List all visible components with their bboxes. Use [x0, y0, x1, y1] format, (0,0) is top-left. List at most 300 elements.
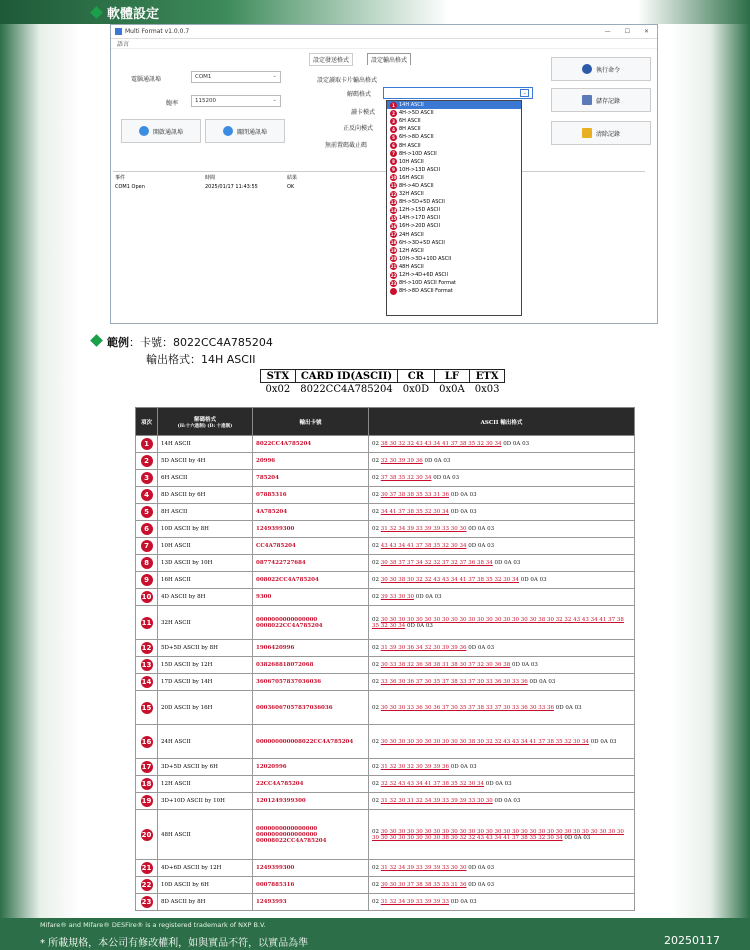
output-card-cell: 0877422727684 — [253, 555, 369, 572]
number-badge-icon: 4 — [141, 489, 153, 501]
table-row — [136, 793, 635, 810]
format-option-label: 24H ASCII — [399, 231, 424, 238]
index-cell — [136, 538, 158, 555]
ascii-pre: 02 — [372, 679, 381, 685]
frame-header-row — [261, 370, 505, 383]
index-cell — [136, 436, 158, 453]
ascii-ul: 30 30 30 37 38 38 35 33 31 36 — [380, 882, 467, 888]
tab-send-format[interactable]: 設定發送格式 — [309, 53, 353, 66]
number-badge-icon: 9 — [390, 166, 397, 173]
format-option-label: 8H->4D ASCII — [399, 182, 434, 189]
table-row — [136, 470, 635, 487]
section-title — [92, 3, 159, 22]
format-option-label: 10H->3D+10D ASCII — [399, 255, 452, 262]
ascii-post: 0D 0A 03 — [466, 543, 495, 549]
header-index: 項次 — [136, 408, 158, 436]
format-option[interactable] — [387, 222, 521, 230]
format-option-label: 4H->5D ASCII — [399, 110, 434, 117]
minimize-icon[interactable]: — — [604, 28, 611, 35]
ascii-ul: 32 32 43 43 34 41 37 38 35 32 30 34 — [380, 781, 484, 787]
window-titlebar — [111, 25, 657, 39]
format-option-label: 8H->10D ASCII Format — [399, 280, 456, 287]
ascii-pre: 02 — [372, 798, 381, 804]
header-output-card: 輸出卡號 — [253, 408, 369, 436]
number-badge-icon: 1 — [390, 102, 397, 109]
output-card-cell: 07885316 — [253, 487, 369, 504]
ascii-cell — [369, 521, 635, 538]
format-option[interactable] — [387, 198, 521, 206]
table-row — [136, 894, 635, 911]
header-ascii-output: ASCII 輸出格式 — [369, 408, 635, 436]
ascii-ul: 31 32 34 39 33 39 39 33 — [380, 899, 449, 905]
number-badge-icon: 2 — [141, 455, 153, 467]
format-option-label: 10H ASCII — [399, 158, 424, 165]
frame-value: 8022CC4A785204 — [300, 383, 393, 395]
ascii-ul: 30 38 37 37 34 32 32 37 32 37 36 38 34 — [380, 560, 493, 566]
output-format-label: 輸出格式 — [146, 353, 190, 366]
event-log — [113, 171, 645, 319]
format-option-label: 12H ASCII — [399, 247, 424, 254]
ascii-cell — [369, 691, 635, 725]
format-option[interactable] — [387, 158, 521, 166]
number-badge-icon: 12 — [141, 644, 152, 652]
format-option[interactable] — [387, 117, 521, 125]
index-cell — [136, 589, 158, 606]
ascii-pre: 02 — [372, 509, 381, 515]
ascii-cell — [369, 657, 635, 674]
frame-structure — [260, 369, 505, 396]
output-card-cell: 36067057837036036 — [253, 674, 369, 691]
format-cell: 17D ASCII by 14H — [158, 674, 253, 691]
output-card-cell: 0000000000000000 0000000000000000 00008022CC4A785204 — [253, 810, 369, 860]
format-cell: 32H ASCII — [158, 606, 253, 640]
ascii-pre: 02 — [372, 594, 381, 600]
format-cell: 5D ASCII by 4H — [158, 453, 253, 470]
chevron-down-icon: ⌄ — [272, 97, 277, 103]
table-body — [136, 436, 635, 911]
ascii-post: 0D 0A 03 — [492, 798, 521, 804]
format-cell: 10D ASCII by 6H — [158, 877, 253, 894]
format-cell: 10D ASCII by 8H — [158, 521, 253, 538]
ascii-cell — [369, 538, 635, 555]
format-option[interactable] — [387, 150, 521, 158]
output-card-cell: 1906420996 — [253, 640, 369, 657]
number-badge-icon: 13 — [141, 661, 152, 669]
event-row — [113, 182, 645, 192]
event-header — [113, 172, 645, 182]
table-header-row — [136, 408, 635, 436]
spec-notice: * 所載規格，本公司有修改權利，如與實品不符，以實品為準 — [40, 938, 309, 949]
index-cell — [136, 572, 158, 589]
format-cell: 6H ASCII — [158, 470, 253, 487]
ascii-pre: 02 — [372, 899, 381, 905]
number-badge-icon: 10 — [390, 175, 397, 181]
decode-label: 解碼格式 — [347, 91, 372, 98]
baud-value: 115200 — [195, 98, 216, 104]
ascii-post: 0D 0A 03 — [492, 560, 521, 566]
execute-button[interactable] — [551, 57, 651, 81]
index-cell — [136, 521, 158, 538]
table-row — [136, 776, 635, 793]
ascii-post: 0D 0A 03 — [466, 645, 495, 651]
clear-log-button[interactable] — [551, 121, 651, 145]
open-port-button[interactable] — [121, 119, 201, 143]
section-title-text: 軟體設定 — [107, 7, 160, 22]
col-time: 時間 — [205, 174, 216, 181]
format-option[interactable] — [387, 109, 521, 117]
table-row — [136, 487, 635, 504]
ascii-ul: 39 33 30 30 — [380, 594, 414, 600]
app-icon — [115, 28, 122, 35]
diamond-icon — [90, 6, 103, 19]
ascii-cell — [369, 894, 635, 911]
format-option[interactable] — [387, 125, 521, 133]
table-row — [136, 640, 635, 657]
output-card-cell: 9300 — [253, 589, 369, 606]
number-badge-icon: 14 — [141, 678, 152, 686]
ascii-cell — [369, 877, 635, 894]
col-event: 事件 — [115, 174, 126, 181]
ascii-cell — [369, 504, 635, 521]
direction-label: 正反向模式 — [343, 125, 374, 132]
number-badge-icon: 17 — [390, 232, 397, 238]
save-log-button[interactable] — [551, 88, 651, 112]
output-format-value: 14H ASCII — [201, 353, 256, 366]
output-card-cell: 8022CC4A785204 — [253, 436, 369, 453]
format-cell: 5D+5D ASCII by 8H — [158, 640, 253, 657]
ascii-post: 0D 0A 03 — [588, 738, 617, 745]
play-icon — [582, 64, 592, 74]
tab-output-format[interactable]: 設定輸出格式 — [367, 53, 411, 65]
number-badge-icon: 23 — [390, 280, 397, 286]
number-badge-icon — [390, 288, 397, 295]
header-format-note: (H:十六進制) (D: 十進制) — [177, 423, 233, 429]
format-option[interactable] — [387, 239, 521, 247]
format-option-label: 8H ASCII — [399, 142, 421, 149]
format-option-label: 12H->4D+6D ASCII — [399, 272, 448, 279]
ascii-cell — [369, 860, 635, 877]
ascii-pre: 02 — [372, 865, 381, 871]
ascii-post: 0D 0A 03 — [405, 622, 433, 629]
format-option-label: 6H->3D+5D ASCII — [399, 239, 445, 246]
output-card-cell: 20996 — [253, 453, 369, 470]
number-badge-icon: 22 — [141, 881, 152, 889]
ascii-pre: 02 — [372, 560, 381, 566]
trademark-note: Mifare® and Mifare® DESFire® is a registered trademark of NXP B.V. — [40, 921, 266, 929]
header-format-title: 解碼格式 — [193, 416, 216, 423]
table-row — [136, 453, 635, 470]
format-cell: 48H ASCII — [158, 810, 253, 860]
ascii-cell — [369, 555, 635, 572]
format-option-label: 48H ASCII — [399, 263, 424, 270]
number-badge-icon: 5 — [141, 506, 153, 518]
table-row — [136, 877, 635, 894]
index-cell — [136, 759, 158, 776]
ascii-cell — [369, 759, 635, 776]
number-badge-icon: 19 — [141, 797, 152, 805]
broom-icon — [582, 128, 592, 138]
ascii-ul: 31 32 34 39 33 39 39 33 30 30 — [380, 526, 467, 532]
table-row — [136, 657, 635, 674]
ascii-ul: 30 30 30 30 30 30 30 30 30 30 30 30 30 30 30 30 30 30 38 30 32 32 43 43 34 41 37 38 35 32 30 34 — [372, 616, 624, 629]
ascii-ul: 30 30 30 30 30 30 30 30 30 30 38 30 32 32 43 43 34 41 37 38 35 32 30 34 — [380, 738, 589, 745]
format-option[interactable] — [387, 182, 521, 190]
output-card-cell: 1201249399300 — [253, 793, 369, 810]
format-option[interactable] — [387, 255, 521, 263]
chevron-down-icon: ⌄ — [522, 90, 527, 96]
number-badge-icon: 20 — [141, 830, 152, 839]
format-cell: 4D ASCII by 8H — [158, 589, 253, 606]
number-badge-icon: 7 — [141, 540, 153, 552]
frame-header: STX — [261, 370, 296, 383]
save-log-label: 儲存記錄 — [595, 97, 620, 105]
ascii-ul: 38 30 32 32 43 43 34 41 37 38 35 32 30 34 — [380, 441, 502, 447]
format-cell: 8D ASCII by 6H — [158, 487, 253, 504]
ascii-pre: 02 — [372, 577, 381, 583]
format-option-label: 16H ASCII — [399, 174, 424, 181]
format-option[interactable] — [387, 271, 521, 279]
index-cell — [136, 691, 158, 725]
format-option[interactable] — [387, 214, 521, 222]
index-cell — [136, 793, 158, 810]
index-cell — [136, 504, 158, 521]
output-card-cell: 22CC4A785204 — [253, 776, 369, 793]
format-option-label: 14H->17D ASCII — [399, 215, 440, 222]
table-row — [136, 504, 635, 521]
group-title: 設定讀取卡片輸出格式 — [317, 77, 378, 84]
format-option[interactable] — [387, 206, 521, 214]
lead-code-label: 無前置碼截止碼 — [325, 142, 368, 149]
number-badge-icon: 12 — [390, 191, 397, 197]
format-option[interactable] — [387, 279, 521, 287]
number-badge-icon: 10 — [141, 593, 152, 601]
format-option-label: 8H->5D+5D ASCII — [399, 199, 445, 206]
port-value: COM1 — [195, 74, 212, 80]
chevron-down-icon: ⌄ — [272, 73, 277, 79]
table-row — [136, 725, 635, 759]
format-option-label: 32H ASCII — [399, 191, 424, 198]
ascii-post: 0D 0A 03 — [466, 526, 495, 532]
format-cell: 15D ASCII by 12H — [158, 657, 253, 674]
open-port-label: 開啟通訊埠 — [152, 128, 183, 136]
format-option[interactable] — [387, 287, 521, 295]
index-cell — [136, 555, 158, 572]
output-colon: ： — [190, 353, 201, 366]
format-option-label: 10H->13D ASCII — [399, 166, 440, 173]
number-badge-icon: 14 — [390, 207, 397, 213]
index-cell — [136, 810, 158, 860]
output-card-cell: 1249399300 — [253, 860, 369, 877]
ascii-post: 0D 0A 03 — [501, 441, 530, 447]
table-row — [136, 674, 635, 691]
index-cell — [136, 860, 158, 877]
close-port-label: 關閉通訊埠 — [236, 128, 267, 136]
format-cell: 24H ASCII — [158, 725, 253, 759]
format-option[interactable] — [387, 166, 521, 174]
output-card-cell: 008022CC4A785204 — [253, 572, 369, 589]
ascii-pre: 02 — [372, 441, 381, 447]
output-format-line — [146, 351, 255, 367]
ascii-cell — [369, 725, 635, 759]
ascii-ul: 30 30 30 30 30 30 30 30 30 30 30 30 30 30 30 30 30 30 30 30 30 30 30 30 30 30 30 30 30 30 30 30 30 30 30 30 38 30 32 32 43 43 34 41 37 38 35 32 30 34 — [372, 828, 624, 841]
index-cell — [136, 606, 158, 640]
frame-value: 0x0A — [439, 383, 465, 395]
number-badge-icon: 13 — [390, 199, 397, 205]
frame-header: LF — [434, 370, 470, 383]
format-option-label: 8H->8D ASCII Format — [399, 288, 453, 295]
card-label: 卡號 — [140, 336, 162, 349]
table-row — [136, 521, 635, 538]
ascii-pre: 02 — [372, 616, 381, 623]
table-row — [136, 606, 635, 640]
number-badge-icon: 20 — [390, 256, 397, 262]
ascii-cell — [369, 470, 635, 487]
ascii-pre: 02 — [372, 458, 381, 464]
format-cell: 12H ASCII — [158, 776, 253, 793]
frame-value: 0x0D — [402, 383, 430, 395]
format-option[interactable] — [387, 190, 521, 198]
format-table — [135, 407, 635, 911]
format-cell: 14H ASCII — [158, 436, 253, 453]
ascii-pre: 02 — [372, 475, 381, 481]
format-cell: 3D+10D ASCII by 10H — [158, 793, 253, 810]
number-badge-icon: 21 — [141, 864, 152, 872]
number-badge-icon: 6 — [390, 142, 397, 149]
ascii-cell — [369, 436, 635, 453]
number-badge-icon: 4 — [390, 126, 397, 133]
close-icon[interactable]: ✕ — [643, 28, 649, 35]
disconnect-icon — [223, 126, 233, 136]
format-cell: 16H ASCII — [158, 572, 253, 589]
format-option[interactable] — [387, 263, 521, 271]
output-card-cell: 12020996 — [253, 759, 369, 776]
format-cell: 10H ASCII — [158, 538, 253, 555]
example-label: 範例 — [107, 336, 129, 349]
format-option-label: 6H->8D ASCII — [399, 134, 434, 141]
ascii-ul: 34 41 37 38 35 32 30 34 — [380, 509, 449, 515]
format-option[interactable] — [387, 101, 521, 109]
header-format — [158, 408, 253, 436]
ascii-post: 0D 0A 03 — [431, 475, 460, 481]
format-option[interactable] — [387, 231, 521, 239]
ascii-post: 0D 0A 03 — [527, 679, 556, 685]
ascii-pre: 02 — [372, 764, 381, 770]
output-card-cell: 785204 — [253, 470, 369, 487]
ascii-pre: 02 — [372, 828, 381, 835]
ascii-ul: 31 32 30 32 30 39 39 36 — [380, 764, 449, 770]
number-badge-icon: 8 — [390, 158, 397, 165]
output-card-cell: 000000000008022CC4A785204 — [253, 725, 369, 759]
output-card-cell: 0000000000000000 0008022CC4A785204 — [253, 606, 369, 640]
table-row — [136, 691, 635, 725]
table-row — [136, 589, 635, 606]
ascii-pre: 02 — [372, 738, 381, 745]
example-line — [92, 334, 273, 350]
col-result: 結果 — [287, 174, 298, 181]
ascii-ul: 31 39 30 36 34 32 30 39 39 36 — [380, 645, 467, 651]
frame-header: CARD ID(ASCII) — [295, 370, 398, 383]
number-badge-icon: 2 — [390, 110, 397, 117]
output-card-cell: 0007885316 — [253, 877, 369, 894]
index-cell — [136, 725, 158, 759]
ascii-post: 0D 0A 03 — [562, 834, 591, 841]
ascii-post: 0D 0A 03 — [510, 662, 538, 668]
maximize-icon[interactable]: ☐ — [624, 28, 630, 35]
ascii-pre: 02 — [372, 645, 381, 651]
ascii-cell — [369, 589, 635, 606]
ascii-pre: 02 — [372, 543, 381, 549]
number-badge-icon: 7 — [390, 150, 397, 157]
port-label: 電腦通訊埠 — [131, 76, 162, 83]
format-option[interactable] — [387, 133, 521, 141]
index-cell — [136, 776, 158, 793]
output-card-cell: 00036067057837036036 — [253, 691, 369, 725]
ascii-ul: 30 33 38 32 36 38 38 31 38 30 37 32 30 36 38 — [380, 662, 511, 668]
ascii-post: 0D 0A 03 — [518, 577, 547, 583]
connect-icon — [139, 126, 149, 136]
ascii-pre: 02 — [372, 781, 381, 787]
ascii-cell — [369, 674, 635, 691]
ascii-ul: 30 30 38 30 32 32 43 43 34 41 37 38 35 32 30 34 — [380, 577, 519, 583]
baud-select[interactable] — [191, 95, 281, 107]
frame-header: CR — [398, 370, 434, 383]
format-option-label: 8H->10D ASCII — [399, 150, 437, 157]
ascii-post: 0D 0A 03 — [422, 458, 451, 464]
index-cell — [136, 674, 158, 691]
index-cell — [136, 453, 158, 470]
port-select[interactable] — [191, 71, 281, 83]
number-badge-icon: 15 — [141, 703, 152, 712]
number-badge-icon: 19 — [390, 248, 397, 254]
table-row — [136, 555, 635, 572]
close-port-button[interactable] — [205, 119, 285, 143]
format-cell: 8D ASCII by 8H — [158, 894, 253, 911]
menu-bar — [111, 39, 657, 49]
format-option[interactable] — [387, 141, 521, 149]
time-cell: 2025/01/17 11:43:55 — [205, 184, 258, 190]
menu-language[interactable]: 語言 — [117, 41, 130, 48]
format-option-label: 8H ASCII — [399, 126, 421, 133]
frame-value: 0x02 — [265, 383, 291, 395]
format-cell: 13D ASCII by 10H — [158, 555, 253, 572]
result-cell: OK — [287, 184, 295, 190]
format-cell: 20D ASCII by 16H — [158, 691, 253, 725]
ascii-cell — [369, 810, 635, 860]
format-cell: 4D+6D ASCII by 12H — [158, 860, 253, 877]
table-row — [136, 436, 635, 453]
ascii-pre: 02 — [372, 526, 381, 532]
ascii-post: 0D 0A 03 — [448, 492, 477, 498]
format-option-label: 6H ASCII — [399, 118, 421, 125]
number-badge-icon: 3 — [141, 472, 153, 484]
number-badge-icon: 15 — [390, 215, 397, 221]
number-badge-icon: 11 — [390, 183, 397, 189]
ascii-ul: 43 43 34 41 37 38 35 32 30 34 — [380, 543, 467, 549]
ascii-ul: 30 37 38 38 35 33 31 36 — [380, 492, 449, 498]
number-badge-icon: 17 — [141, 763, 152, 771]
read-mode-label: 讀卡模式 — [351, 109, 376, 116]
format-option[interactable] — [387, 247, 521, 255]
ascii-ul: 37 38 35 32 30 34 — [380, 475, 432, 481]
baud-label: 鮑率 — [166, 100, 179, 107]
decode-select[interactable] — [383, 87, 533, 99]
app-window — [110, 24, 658, 324]
format-option[interactable] — [387, 174, 521, 182]
number-badge-icon: 5 — [390, 134, 397, 141]
table-row — [136, 860, 635, 877]
number-badge-icon: 8 — [141, 557, 153, 569]
ascii-ul: 31 32 34 39 33 39 39 33 30 30 — [380, 865, 467, 871]
